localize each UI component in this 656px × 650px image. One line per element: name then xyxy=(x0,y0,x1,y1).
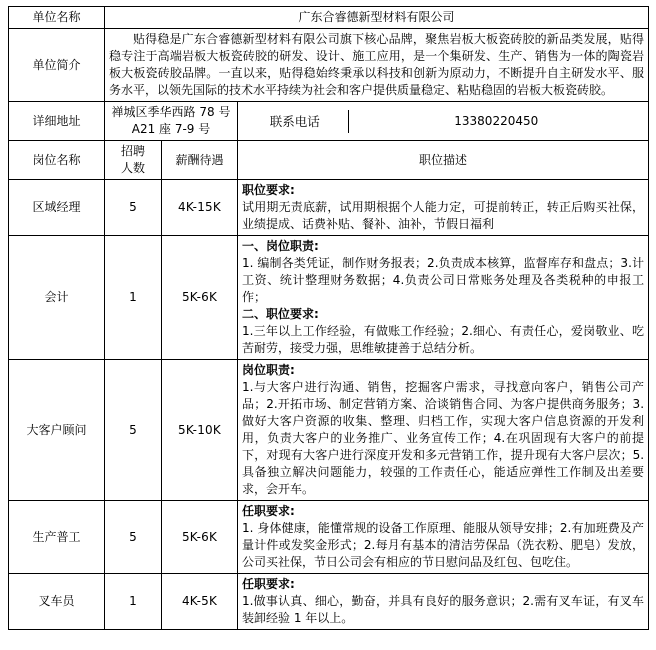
table-row xyxy=(9,574,649,630)
company-intro-row xyxy=(9,29,649,102)
table-row xyxy=(9,236,649,360)
job-section-line: 1.三年以上工作经验，有做账工作经验；2.细心、有责任心，爱岗敬业、吃苦耐劳，接受力强，思维敏捷善于总结分析。 xyxy=(242,324,645,355)
header-headcount-line2: 人数 xyxy=(120,161,145,175)
job-section-line: 1. 编制各类凭证，制作财务报表；2.负责成本核算，监督库存和盘点；3.计工资、统计整理财务数据；4.负责公司日常账务处理及各类税种的申报工作； xyxy=(242,256,645,304)
recruitment-table-body xyxy=(9,7,649,630)
phone-label: 联系电话 xyxy=(242,110,348,133)
job-section-title: 一、岗位职责: xyxy=(242,239,319,253)
job-headcount: 1 xyxy=(105,236,162,360)
job-salary: 4K-5K xyxy=(162,574,238,630)
job-section-title: 任职要求: xyxy=(242,577,295,591)
recruitment-table xyxy=(8,6,649,630)
job-headcount: 5 xyxy=(105,360,162,501)
company-name-label: 单位名称 xyxy=(9,7,105,29)
table-row xyxy=(9,360,649,501)
job-description xyxy=(238,574,649,630)
job-description xyxy=(238,501,649,574)
header-headcount xyxy=(105,141,162,180)
job-salary: 5K-10K xyxy=(162,360,238,501)
header-headcount-line1: 招聘 xyxy=(120,144,145,158)
job-name: 生产普工 xyxy=(9,501,105,574)
job-section-title: 岗位职责: xyxy=(242,363,295,377)
job-section-title: 二、职位要求: xyxy=(242,307,319,321)
job-salary: 5K-6K xyxy=(162,501,238,574)
jobs-header-row xyxy=(9,141,649,180)
job-name: 会计 xyxy=(9,236,105,360)
company-address-row xyxy=(9,102,649,141)
job-headcount: 5 xyxy=(105,180,162,236)
job-name: 叉车员 xyxy=(9,574,105,630)
job-name: 大客户顾问 xyxy=(9,360,105,501)
job-section-line: 1.与大客户进行沟通、销售，挖掘客户需求，寻找意向客户，销售公司产品；2.开拓市场、制定营销方案、洽谈销售合同、为客户提供商务服务；3.做好大客户资源的收集、整理、归档工作，实现大客户信息资源的开发利用，负责大客户的业务推广、业务宣传工作；4.在巩固现有大客户的前提下，对现有大客户进行深度开发和多元营销工作，提升现有大客户层次；5.具备独立解决问题能力，较强的工作责任心，能适应弹性工作制及出差要求，会开车。 xyxy=(242,380,645,496)
company-name-row xyxy=(9,7,649,29)
job-salary: 4K-15K xyxy=(162,180,238,236)
company-intro-value: 贴得稳是广东合睿德新型材料有限公司旗下核心品牌，聚焦岩板大板瓷砖胶的新品类发展，贴得稳专注于高端岩板大板瓷砖胶的研发、设计、施工应用，是一个集研发、生产、销售为一体的陶瓷岩板大板瓷砖胶品牌。一直以来，贴得稳始终秉承以科技和创新为原动力，不断提升自主研发水平、服务水平，以领先国际的技术水平持续为社会和客户提供质量稳定、粘贴稳固的岩板大板瓷砖胶。 xyxy=(105,29,649,102)
job-section-line: 1.做事认真、细心，勤奋，并具有良好的服务意识；2.需有叉车证，有叉车装卸经验 1 年以上。 xyxy=(242,594,645,625)
header-salary: 薪酬待遇 xyxy=(162,141,238,180)
company-name-value: 广东合睿德新型材料有限公司 xyxy=(105,7,649,29)
job-name: 区域经理 xyxy=(9,180,105,236)
phone-cell xyxy=(238,102,649,141)
job-section-title: 任职要求: xyxy=(242,504,295,518)
job-section-line: 1. 身体健康，能懂常规的设备工作原理、能服从领导安排；2.有加班费及产量计件或发奖金形式；2.每月有基本的清洁劳保品（洗衣粉、肥皂）发放，公司买社保，节日公司会有相应的节日慰问品及红包、包吃住。 xyxy=(242,521,645,569)
header-job-name: 岗位名称 xyxy=(9,141,105,180)
header-description: 职位描述 xyxy=(238,141,649,180)
job-description xyxy=(238,236,649,360)
table-row xyxy=(9,180,649,236)
address-value: 禅城区季华西路 78 号 A21 座 7-9 号 xyxy=(105,102,238,141)
address-label: 详细地址 xyxy=(9,102,105,141)
job-headcount: 5 xyxy=(105,501,162,574)
table-row xyxy=(9,501,649,574)
phone-value: 13380220450 xyxy=(454,113,539,128)
job-salary: 5K-6K xyxy=(162,236,238,360)
job-headcount: 1 xyxy=(105,574,162,630)
job-description xyxy=(238,360,649,501)
job-description xyxy=(238,180,649,236)
company-intro-label: 单位简介 xyxy=(9,29,105,102)
job-section-line: 试用期无责底薪，试用期根据个人能力定，可提前转正，转正后购买社保，业绩提成、话费补贴、餐补、油补，节假日福利 xyxy=(242,200,645,231)
job-section-title: 职位要求: xyxy=(242,183,295,197)
